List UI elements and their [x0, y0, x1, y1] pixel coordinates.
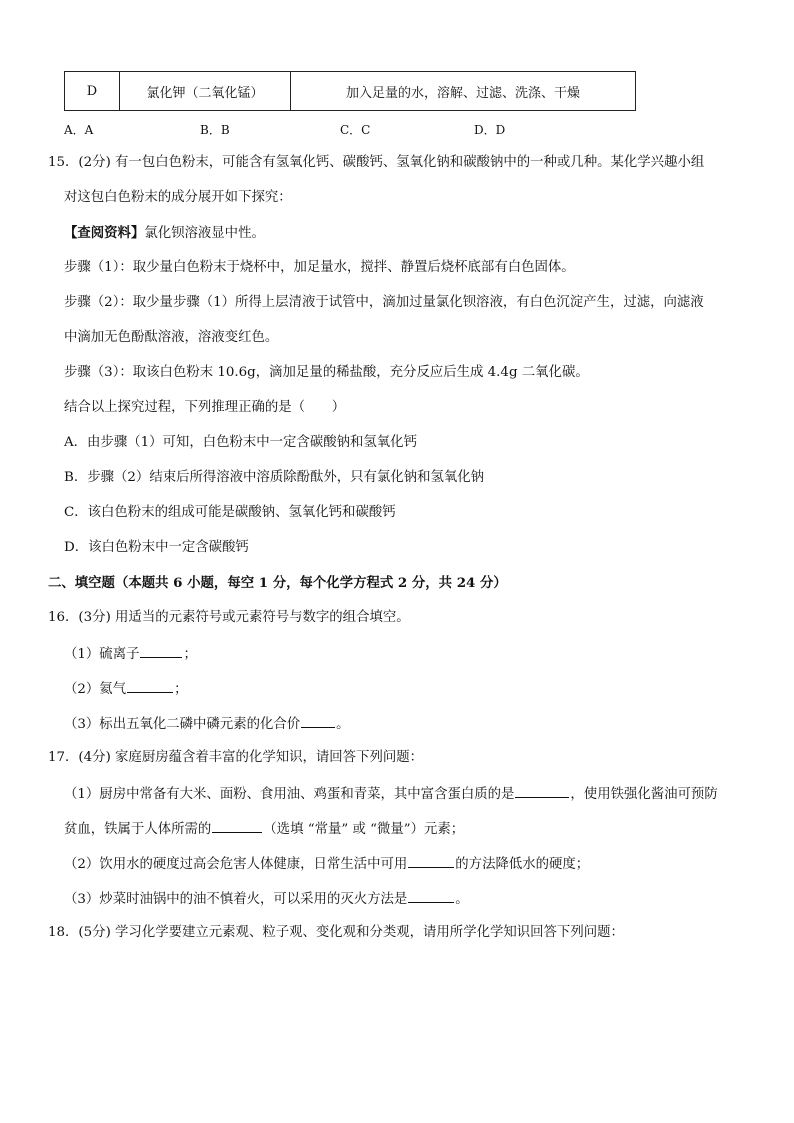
q14-choices — [64, 121, 664, 137]
choice-d: D．D — [474, 123, 506, 137]
table-cell-method: 加入足量的水，溶解、过滤、洗涤、干燥 — [291, 72, 636, 111]
table-cell-letter: D — [65, 72, 120, 111]
table-row — [65, 72, 636, 111]
options-table — [64, 71, 636, 111]
q15-step2-line2: 中滴加无色酚酞溶液，溶液变红色。 — [64, 330, 279, 345]
choice-c: C．C — [340, 123, 371, 137]
info-text: 氯化钡溶液显中性。 — [144, 226, 265, 241]
q17-stem: 17．(4分) 家庭厨房蕴含着丰富的化学知识，请回答下列问题： — [48, 750, 424, 765]
q15-stem-line2: 对这包白色粉末的成分展开如下探究： — [64, 190, 292, 205]
q16-part3 — [64, 714, 350, 734]
q17-part3 — [64, 889, 469, 909]
q16-part1-text: （1）硫离子 — [64, 647, 140, 662]
q18-stem: 18．(5分) 学习化学要建立元素观、粒子观、变化观和分类观，请用所学化学知识回答下列问题： — [48, 925, 624, 940]
answer-blank[interactable] — [212, 819, 262, 833]
q16-part3-text: （3）标出五氧化二磷中磷元素的化合价 — [64, 717, 301, 732]
q16-part2-text: （2）氦气 — [64, 682, 127, 697]
answer-blank[interactable] — [301, 714, 335, 728]
q17-part1-text-line2: 贫血，铁属于人体所需的 — [64, 822, 212, 837]
q17-part1-line2 — [64, 819, 464, 839]
q15-option-b: B．步骤（2）结束后所得溶液中溶质除酚酞外，只有氯化钠和氢氧化钠 — [64, 470, 485, 485]
answer-blank[interactable] — [140, 644, 182, 658]
q15-option-a: A．由步骤（1）可知，白色粉末中一定含碳酸钠和氢氧化钙 — [64, 435, 417, 450]
q16-stem: 16．(3分) 用适当的元素符号或元素符号与数字的组合填空。 — [48, 610, 410, 625]
table-cell-substance: 氯化钾（二氧化锰） — [120, 72, 291, 111]
answer-blank[interactable] — [408, 854, 454, 868]
choice-b: B．B — [200, 123, 230, 137]
q17-part2-text-end: 的方法降低水的硬度； — [455, 857, 590, 872]
answer-blank[interactable] — [515, 784, 569, 798]
q17-part3-text: （3）炒菜时油锅中的油不慎着火，可以采用的灭火方法是 — [64, 892, 408, 907]
q16-part1 — [64, 644, 197, 664]
punct: ； — [174, 682, 188, 697]
q17-part2 — [64, 854, 589, 874]
answer-blank[interactable] — [408, 889, 454, 903]
info-bracket-label: 【查阅资料】 — [64, 225, 145, 241]
q17-part1-text: （1）厨房中常备有大米、面粉、食用油、鸡蛋和青菜，其中富含蛋白质的是 — [64, 787, 515, 802]
q17-part1-line1 — [64, 784, 718, 804]
punct: 。 — [336, 717, 350, 732]
q15-option-c: C．该白色粉末的组成可能是碳酸钠、氢氧化钙和碳酸钙 — [64, 505, 396, 520]
q15-question: 结合以上探究过程，下列推理正确的是（ ） — [64, 400, 346, 415]
q15-stem-line1: 15．(2分) 有一包白色粉末，可能含有氢氧化钙、碳酸钙、氢氧化钠和碳酸钠中的一种或几种。某化学兴趣小组 — [48, 155, 705, 170]
section-title: 二、填空题（本题共 6 小题，每空 1 分，每个化学方程式 2 分，共 24 分） — [48, 575, 507, 591]
q15-step3: 步骤（3）：取该白色粉末 10.6g，滴加足量的稀盐酸，充分反应后生成 4.4g 二氧化碳。 — [64, 365, 589, 380]
q15-option-d: D．该白色粉末中一定含碳酸钙 — [64, 540, 249, 555]
answer-blank[interactable] — [127, 679, 173, 693]
choice-a: A．A — [64, 123, 94, 137]
q16-part2 — [64, 679, 187, 699]
q17-part1-text-end: （选填 “常量” 或 “微量”）元素； — [263, 822, 465, 837]
q15-info — [64, 224, 265, 243]
punct: ； — [183, 647, 197, 662]
q17-part2-text: （2）饮用水的硬度过高会危害人体健康，日常生活中可用 — [64, 857, 408, 872]
punct: 。 — [455, 892, 469, 907]
q17-part1-text-cont: ，使用铁强化酱油可预防 — [570, 787, 718, 802]
q15-step1: 步骤（1）：取少量白色粉末于烧杯中，加足量水，搅拌、静置后烧杯底部有白色固体。 — [64, 260, 575, 275]
q15-step2-line1: 步骤（2）：取少量步骤（1）所得上层清液于试管中，滴加过量氯化钡溶液，有白色沉淀产生，过滤，向滤液 — [64, 295, 704, 310]
